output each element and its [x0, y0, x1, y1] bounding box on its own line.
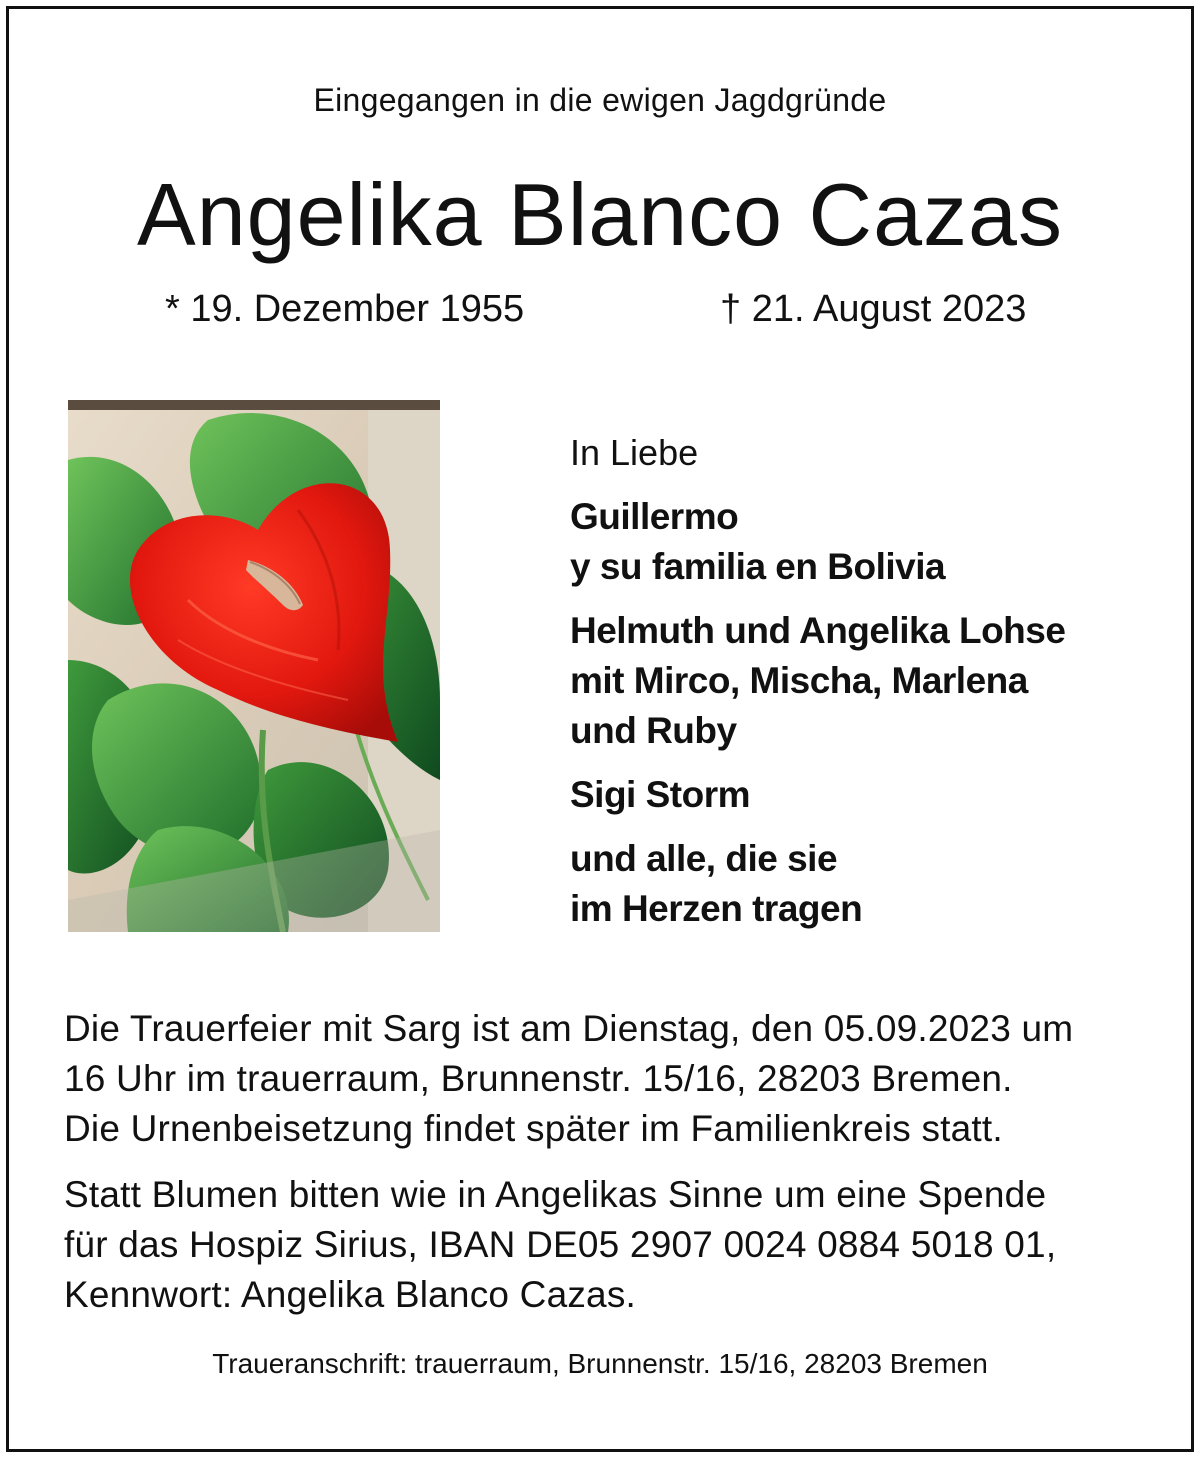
donation-paragraph: [64, 1170, 1056, 1320]
mourner-line: und alle, die sie: [570, 838, 838, 879]
donation-line: Statt Blumen bitten wie in Angelikas Sinne um eine Spende: [64, 1174, 1047, 1215]
intro-line: Eingegangen in die ewigen Jagdgründe: [313, 82, 887, 118]
mourner-line: im Herzen tragen: [570, 888, 863, 929]
mourner-line: Helmuth und Angelika Lohse: [570, 610, 1066, 651]
in-liebe-label: In Liebe: [570, 432, 699, 473]
mourner-line: y su familia en Bolivia: [570, 546, 946, 587]
anthurium-flower-photo: [68, 400, 440, 932]
donation-line: für das Hospiz Sirius, IBAN DE05 2907 0024 0884 5018 01,: [64, 1224, 1057, 1265]
ceremony-line: Die Urnenbeisetzung findet später im Familienkreis statt.: [64, 1108, 1003, 1149]
mourner-line: Guillermo: [570, 496, 739, 537]
mourner-group: [570, 770, 1065, 820]
ceremony-line: 16 Uhr im trauerraum, Brunnenstr. 15/16, 28203 Bremen.: [64, 1058, 1013, 1099]
deceased-name: Angelika Blanco Cazas: [137, 165, 1063, 264]
mourner-group: [570, 834, 1065, 934]
ceremony-line: Die Trauerfeier mit Sarg ist am Dienstag, den 05.09.2023 um: [64, 1008, 1074, 1049]
mourner-group: [570, 492, 1065, 592]
mourners-list: [570, 492, 1065, 948]
birth-date: * 19. Dezember 1955: [165, 288, 525, 330]
ceremony-paragraph: [64, 1004, 1073, 1154]
donation-line: Kennwort: Angelika Blanco Cazas.: [64, 1274, 637, 1315]
mourner-line: mit Mirco, Mischa, Marlena: [570, 660, 1028, 701]
mourner-line: Sigi Storm: [570, 774, 751, 815]
mourning-address: Traueranschrift: trauerraum, Brunnenstr. 15/16, 28203 Bremen: [212, 1348, 988, 1379]
mourner-group: [570, 606, 1065, 756]
death-date: † 21. August 2023: [720, 288, 1027, 330]
mourner-line: und Ruby: [570, 710, 737, 751]
